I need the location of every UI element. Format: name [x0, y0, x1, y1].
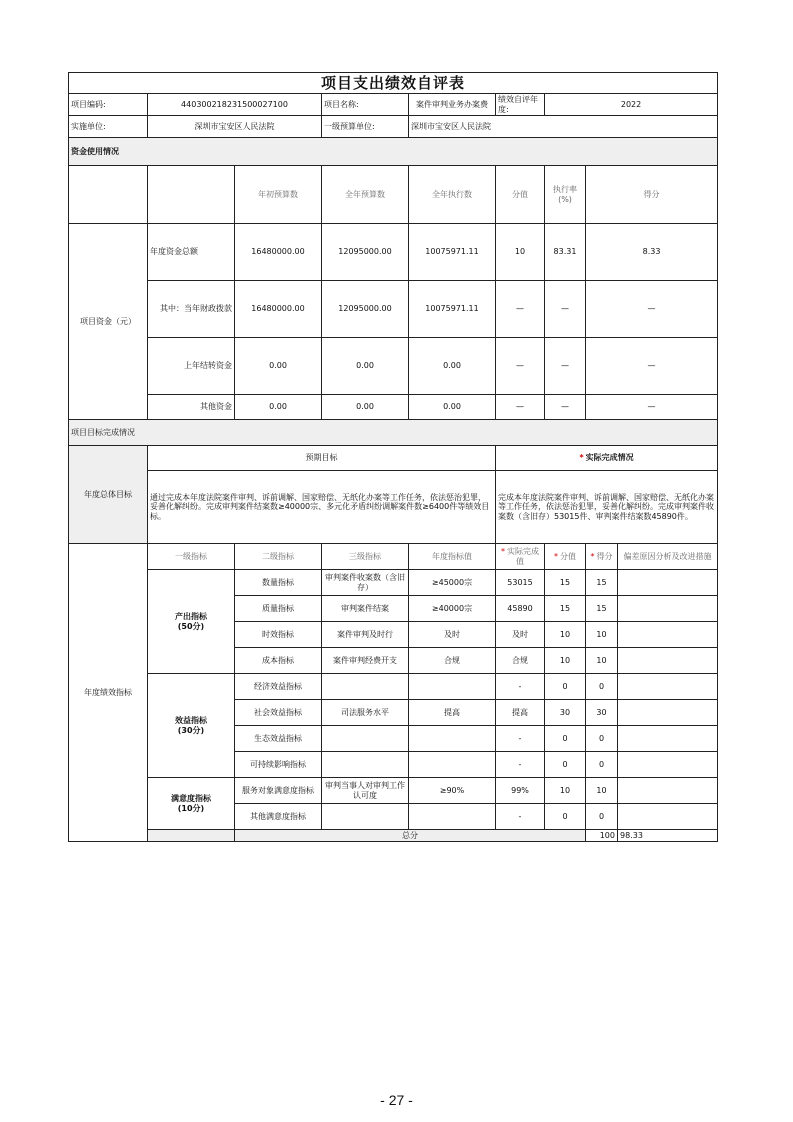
eval-year-label: 绩效自评年度:: [496, 94, 545, 116]
indicator-deviation: [618, 700, 718, 726]
total-label: 总分: [235, 830, 586, 842]
project-code: 440300218231500027100: [148, 94, 322, 116]
indicator-got: 10: [586, 648, 618, 674]
indicator-actual: 合规: [496, 648, 545, 674]
funds-score: —: [496, 338, 545, 395]
total-blank: [148, 830, 235, 842]
funds-row-label: 其他资金: [148, 395, 235, 420]
budget-unit-label: 一级预算单位:: [322, 116, 409, 138]
indicator-target: 及时: [409, 622, 496, 648]
indicator-level3: 审判当事人对审判工作认可度: [322, 778, 409, 804]
actual-text: 完成本年度法院案件审判、诉前调解、国家赔偿、无纸化办案等工作任务，依法惩治犯罪，妥善化解纠纷。完成审判案件收案数（含旧存）53015件、审判案件结案数45890件。: [496, 471, 718, 544]
project-name-label: 项目名称:: [322, 94, 409, 116]
indicator-level3: 司法服务水平: [322, 700, 409, 726]
actual-header: * 实际完成情况: [496, 446, 718, 471]
indicator-deviation: [618, 674, 718, 700]
funds-section-label: 资金使用情况: [69, 138, 718, 166]
indicator-actual: 提高: [496, 700, 545, 726]
funds-v3: 10075971.11: [409, 224, 496, 281]
indicator-level3: 审判案件收案数（含旧存）: [322, 570, 409, 596]
ind-header-deviation: 偏差原因分析及改进措施: [618, 544, 718, 570]
expected-header: 预期目标: [148, 446, 496, 471]
performance-table: [68, 72, 718, 842]
indicator-level2: 经济效益指标: [235, 674, 322, 700]
indicator-level1: 效益指标 (30分): [148, 674, 235, 778]
project-name: 案件审判业务办案费: [409, 94, 496, 116]
indicator-target: 合规: [409, 648, 496, 674]
indicator-actual: -: [496, 674, 545, 700]
indicator-level3: [322, 674, 409, 700]
indicator-level2: 服务对象满意度指标: [235, 778, 322, 804]
indicator-deviation: [618, 752, 718, 778]
funds-score: 10: [496, 224, 545, 281]
indicator-level1: 产出指标 (50分): [148, 570, 235, 674]
indicator-level2: 数量指标: [235, 570, 322, 596]
indicator-got: 15: [586, 596, 618, 622]
funds-header-empty: [148, 166, 235, 224]
ind-header-got: * 得分: [586, 544, 618, 570]
funds-header-initial: 年初预算数: [235, 166, 322, 224]
funds-v3: 10075971.11: [409, 281, 496, 338]
indicator-score: 15: [545, 596, 586, 622]
funds-got: —: [586, 395, 718, 420]
expected-text: 通过完成本年度法院案件审判、诉前调解、国家赔偿、无纸化办案等工作任务，依法惩治犯罪，妥善化解纠纷。完成审判案件结案数≥40000宗、多元化矛盾纠纷调解案件数≥6400件等绩效目标。: [148, 471, 496, 544]
indicator-got: 10: [586, 778, 618, 804]
indicator-level3: 审判案件结案: [322, 596, 409, 622]
funds-v1: 16480000.00: [235, 224, 322, 281]
funds-rate: —: [545, 395, 586, 420]
indicator-actual: -: [496, 726, 545, 752]
indicator-level1: 满意度指标 (10分): [148, 778, 235, 830]
indicator-got: 30: [586, 700, 618, 726]
funds-rate: 83.31: [545, 224, 586, 281]
indicator-level3: [322, 804, 409, 830]
funds-score: —: [496, 395, 545, 420]
indicator-target: [409, 752, 496, 778]
indicators-group-label: 年度绩效指标: [69, 544, 148, 842]
indicator-score: 0: [545, 752, 586, 778]
indicator-score: 10: [545, 622, 586, 648]
funds-v1: 0.00: [235, 395, 322, 420]
funds-row-label: 其中：当年财政拨款: [148, 281, 235, 338]
indicator-deviation: [618, 804, 718, 830]
indicator-target: 提高: [409, 700, 496, 726]
indicator-actual: 及时: [496, 622, 545, 648]
indicator-level3: [322, 726, 409, 752]
funds-header-annual: 全年预算数: [322, 166, 409, 224]
funds-v1: 16480000.00: [235, 281, 322, 338]
indicator-level2: 生态效益指标: [235, 726, 322, 752]
total-score: 100: [586, 830, 618, 842]
indicator-target: [409, 674, 496, 700]
indicator-actual: 45890: [496, 596, 545, 622]
ind-header-actual-text: 实际完成值: [507, 546, 539, 566]
indicator-got: 10: [586, 622, 618, 648]
funds-v2: 0.00: [322, 338, 409, 395]
impl-unit-label: 实施单位:: [69, 116, 148, 138]
indicator-level2: 社会效益指标: [235, 700, 322, 726]
funds-score: —: [496, 281, 545, 338]
indicator-level3: 案件审判经费开支: [322, 648, 409, 674]
indicator-deviation: [618, 726, 718, 752]
funds-got: 8.33: [586, 224, 718, 281]
indicator-deviation: [618, 596, 718, 622]
indicator-target: [409, 804, 496, 830]
indicator-actual: -: [496, 752, 545, 778]
indicator-deviation: [618, 622, 718, 648]
indicator-score: 30: [545, 700, 586, 726]
indicator-deviation: [618, 570, 718, 596]
funds-header-score: 分值: [496, 166, 545, 224]
indicator-actual: -: [496, 804, 545, 830]
indicator-deviation: [618, 778, 718, 804]
indicator-score: 0: [545, 726, 586, 752]
indicator-score: 0: [545, 804, 586, 830]
funds-v2: 12095000.00: [322, 281, 409, 338]
ind-header-target: 年度指标值: [409, 544, 496, 570]
total-got: 98.33: [618, 830, 718, 842]
indicator-target: ≥40000宗: [409, 596, 496, 622]
funds-rate: —: [545, 281, 586, 338]
ind-header-level3: 三级指标: [322, 544, 409, 570]
funds-row-label: 年度资金总额: [148, 224, 235, 281]
indicator-score: 10: [545, 778, 586, 804]
funds-v2: 0.00: [322, 395, 409, 420]
funds-rate: —: [545, 338, 586, 395]
funds-v1: 0.00: [235, 338, 322, 395]
eval-year: 2022: [545, 94, 718, 116]
indicator-level2: 质量指标: [235, 596, 322, 622]
indicator-got: 15: [586, 570, 618, 596]
page-number: - 27 -: [380, 1092, 413, 1108]
funds-v2: 12095000.00: [322, 224, 409, 281]
indicator-score: 0: [545, 674, 586, 700]
funds-got: —: [586, 281, 718, 338]
indicator-got: 0: [586, 726, 618, 752]
actual-header-text: 实际完成情况: [585, 453, 634, 463]
funds-header-executed: 全年执行数: [409, 166, 496, 224]
indicator-actual: 53015: [496, 570, 545, 596]
annual-goal-label: 年度总体目标: [69, 446, 148, 544]
ind-header-actual: * 实际完成值: [496, 544, 545, 570]
funds-v3: 0.00: [409, 338, 496, 395]
budget-unit: 深圳市宝安区人民法院: [409, 116, 718, 138]
indicator-got: 0: [586, 804, 618, 830]
indicator-got: 0: [586, 674, 618, 700]
funds-header-rate: 执行率(%): [545, 166, 586, 224]
indicator-deviation: [618, 648, 718, 674]
funds-got: —: [586, 338, 718, 395]
indicator-level2: 成本指标: [235, 648, 322, 674]
funds-header-empty: [69, 166, 148, 224]
indicator-level2: 可持续影响指标: [235, 752, 322, 778]
indicator-actual: 99%: [496, 778, 545, 804]
funds-header-got: 得分: [586, 166, 718, 224]
impl-unit: 深圳市宝安区人民法院: [148, 116, 322, 138]
ind-header-score: * 分值: [545, 544, 586, 570]
indicator-score: 10: [545, 648, 586, 674]
indicator-level2: 时效指标: [235, 622, 322, 648]
indicator-level2: 其他满意度指标: [235, 804, 322, 830]
funds-v3: 0.00: [409, 395, 496, 420]
indicator-target: ≥45000宗: [409, 570, 496, 596]
indicator-got: 0: [586, 752, 618, 778]
funds-row-label: 上年结转资金: [148, 338, 235, 395]
table-title: 项目支出绩效自评表: [69, 73, 718, 94]
funds-group-label: 项目资金（元）: [69, 224, 148, 420]
indicator-score: 15: [545, 570, 586, 596]
ind-header-level2: 二级指标: [235, 544, 322, 570]
indicator-target: [409, 726, 496, 752]
indicator-level3: [322, 752, 409, 778]
ind-header-level1: 一级指标: [148, 544, 235, 570]
project-code-label: 项目编码:: [69, 94, 148, 116]
indicator-target: ≥90%: [409, 778, 496, 804]
ind-header-score-text: 分值: [560, 551, 576, 561]
goals-section-label: 项目目标完成情况: [69, 420, 718, 446]
ind-header-got-text: 得分: [596, 551, 613, 561]
indicator-level3: 案件审判及时行: [322, 622, 409, 648]
